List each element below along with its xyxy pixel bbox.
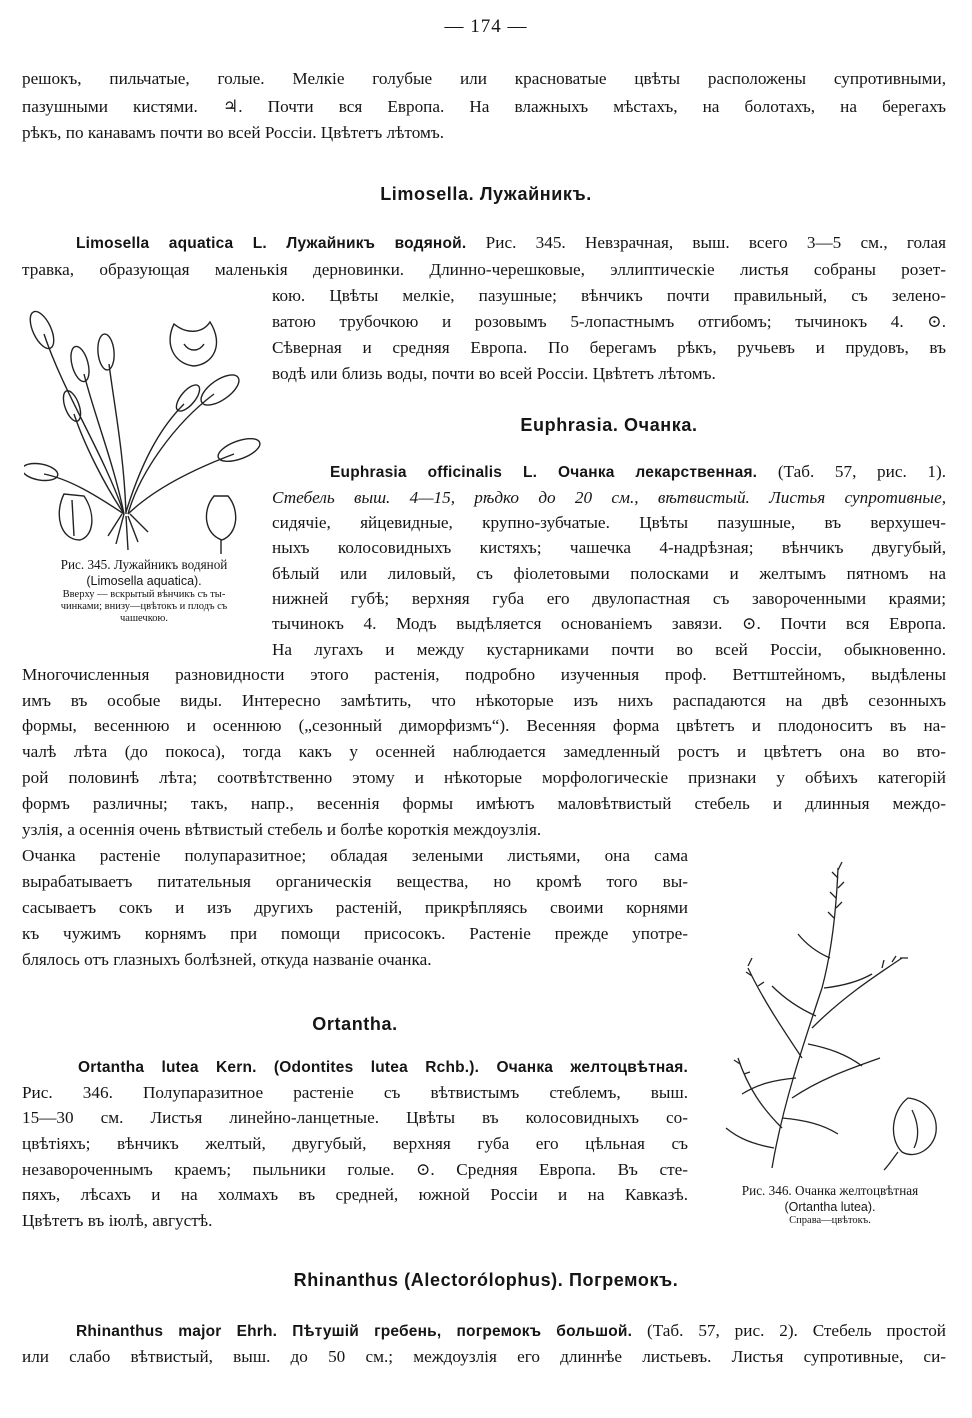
limosella-species-name: Limosella aquatica L. Лужайникъ водяной. [76, 235, 467, 252]
euphrasia-line-11: формы, весеннюю и осеннюю („сезонный диморфизмъ“). Весенняя форма цвѣтетъ и плодоноситъ въ на- [22, 716, 946, 735]
ortantha-line-2: Рис. 346. Полупаразитное растеніе съ вѣтвистымъ стеблемъ, выш. [22, 1083, 688, 1102]
rhinanthus-line-2: или слабо вѣтвистый, выш. до 50 см.; междоузлія его длиннѣе листьевъ. Листья супротивные, си- [22, 1347, 946, 1366]
figure-345-caption [22, 557, 266, 625]
rhinanthus-line-1 [76, 1318, 946, 1344]
ortantha-line-1 [78, 1054, 688, 1080]
page-number: — 174 — [444, 16, 528, 37]
limosella-heading: Limosella. Лужайникъ. [380, 184, 592, 204]
ortantha-line-4: цвѣтіяхъ; вѣнчикъ желтый, двугубый, верхняя губа его цѣльная съ [22, 1134, 688, 1153]
limosella-line-1-text: Рис. 345. Невзрачная, выш. всего 3—5 см., голая [466, 233, 946, 252]
euphrasia-line-16: Очанка растеніе полупаразитное; обладая зелеными листьями, она сама [22, 846, 688, 865]
ortantha-heading: Ortantha. [312, 1014, 398, 1034]
ortantha-lutea-illustration [712, 848, 946, 1178]
ortantha-line-6: пяхъ, лѣсахъ и на холмахъ въ средней, южной Россіи и на Кавказѣ. [22, 1185, 688, 1204]
limosella-line-5: Сѣверная и средняя Европа. По берегамъ рѣкъ, ручьевъ и прудовъ, въ [272, 338, 946, 357]
euphrasia-line-12: чалѣ лѣта (до покоса), тогда какъ у осенней наблюдается замедленный ростъ и цвѣтетъ она во вто- [22, 742, 946, 761]
ortantha-line-5: незавороченнымъ краемъ; пыльники голые. ⊙. Средняя Европа. Въ сте- [22, 1160, 688, 1179]
rhinanthus-heading: Rhinanthus (Alectorólophus). Погремокъ. [293, 1270, 679, 1290]
intro-line-1: решокъ, пильчатые, голые. Мелкіе голубые или красноватые цвѣты расположены супротивными, [22, 69, 946, 88]
euphrasia-line-19: къ чужимъ корнямъ при помощи присосокъ. Растеніе прежде употре- [22, 924, 688, 943]
figure-345-caption-small-3: чашечкою. [120, 613, 168, 624]
figure-346-caption-latin: (Ortantha lutea). [784, 1200, 876, 1214]
euphrasia-line-2: Стебель выш. 4—15, рѣдко до 20 см., вѣтвистый. Листья супротивные, [272, 488, 946, 507]
figure-346-caption-small: Справа—цвѣтокъ. [789, 1215, 871, 1226]
ortantha-line-3: 15—30 см. Листья линейно-ланцетные. Цвѣты въ колосовидныхъ со- [22, 1108, 688, 1127]
euphrasia-line-14: формъ различны; такъ, напр., весеннія формы имѣютъ маловѣтвистый стебель и длинныя междо- [22, 794, 946, 813]
intro-line-3: рѣкъ, по канавамъ почти во всей Россіи. Цвѣтетъ лѣтомъ. [22, 123, 445, 142]
figure-345-caption-small-1: Вверху — вскрытый вѣнчикъ съ ты- [62, 589, 226, 600]
rhinanthus-species-name: Rhinanthus major Ehrh. Пѣтушій гребень, погремокъ большой. [76, 1323, 633, 1340]
euphrasia-line-18: сасываетъ сокъ и изъ другихъ растеній, прикрѣпляясь своими корнями [22, 898, 688, 917]
euphrasia-line-6: нижней губѣ; верхняя губа его двулопастная съ завороченными краями; [272, 589, 946, 608]
euphrasia-line-17: вырабатываетъ питательныя органическія вещества, но кромѣ того вы- [22, 872, 688, 891]
euphrasia-line-13: рой половинѣ лѣта; соотвѣтственно этому и нѣкоторые морфологическіе признаки у обѣихъ категорій [22, 768, 946, 787]
limosella-line-4: ватою трубочкою и розовымъ 5-лопастнымъ отгибомъ; тычинокъ 4. ⊙. [272, 312, 946, 331]
euphrasia-line-7: тычинокъ 4. Модъ выдѣляется основаніемъ завязи. ⊙. Почти вся Европа. [272, 614, 946, 633]
limosella-aquatica-illustration [24, 304, 264, 560]
figure-345-caption-small-2: чинками; внизу—цвѣтокъ и плодъ съ [60, 601, 228, 612]
limosella-line-2: травка, образующая маленькія дерновинки. Длинно-черешковые, эллиптическіе листья собраны розет- [22, 260, 946, 279]
limosella-line-3: кою. Цвѣты мелкіе, пазушные; вѣнчикъ почти правильный, съ зелено- [272, 286, 946, 305]
rhinanthus-line-1-text: (Таб. 57, рис. 2). Стебель простой [632, 1321, 946, 1340]
limosella-line-6: водѣ или близь воды, почти во всей Россіи. Цвѣтетъ лѣтомъ. [272, 364, 716, 383]
ortantha-species-name: Ortantha lutea Kern. (Odontites lutea Rchb.). Очанка желтоцвѣтная. [78, 1059, 688, 1076]
ortantha-line-7: Цвѣтетъ въ іюлѣ, августѣ. [22, 1211, 213, 1230]
euphrasia-line-3: сидячіе, яйцевидные, крупно-зубчатые. Цвѣты пазушные, въ верхушеч- [272, 513, 946, 532]
euphrasia-line-5: бѣлый или лиловый, съ фіолетовыми полосками и желтымъ пятномъ на [272, 564, 946, 583]
euphrasia-line-4: ныхъ колосовидныхъ кистяхъ; чашечка 4-надрѣзная; вѣнчикъ двугубый, [272, 538, 946, 557]
euphrasia-line-1 [330, 459, 946, 485]
euphrasia-species-name: Euphrasia officinalis L. Очанка лекарственная. [330, 464, 758, 481]
figure-346-caption-main: Рис. 346. Очанка желтоцвѣтная [741, 1183, 919, 1198]
figure-345-caption-main: Рис. 345. Лужайникъ водяной [60, 557, 228, 572]
limosella-line-1 [76, 230, 946, 256]
euphrasia-line-15: узлія, а осеннія очень вѣтвистый стебель и болѣе короткія междоузлія. [22, 820, 542, 839]
euphrasia-line-1-text: (Таб. 57, рис. 1). [757, 462, 946, 481]
euphrasia-line-8: На лугахъ и между кустарниками почти во всей Россіи, обыкновенно. [272, 640, 946, 659]
euphrasia-line-20: блялось отъ глазныхъ болѣзней, откуда названіе очанка. [22, 950, 432, 969]
euphrasia-line-9: Многочисленныя разновидности этого растенія, подробно изученныя проф. Веттштейномъ, выдѣлены [22, 665, 946, 684]
euphrasia-heading: Euphrasia. Очанка. [520, 415, 698, 435]
figure-345-caption-latin: (Limosella aquatica). [86, 574, 202, 588]
figure-346-caption [702, 1183, 958, 1227]
euphrasia-line-10: имъ въ особые виды. Интересно замѣтить, что нѣкоторые изъ нихъ распадаются на двѣ сезонныхъ [22, 691, 946, 710]
intro-line-2: пазушными кистями. ♃. Почти вся Европа. На влажныхъ мѣстахъ, на болотахъ, на берегахъ [22, 97, 946, 116]
